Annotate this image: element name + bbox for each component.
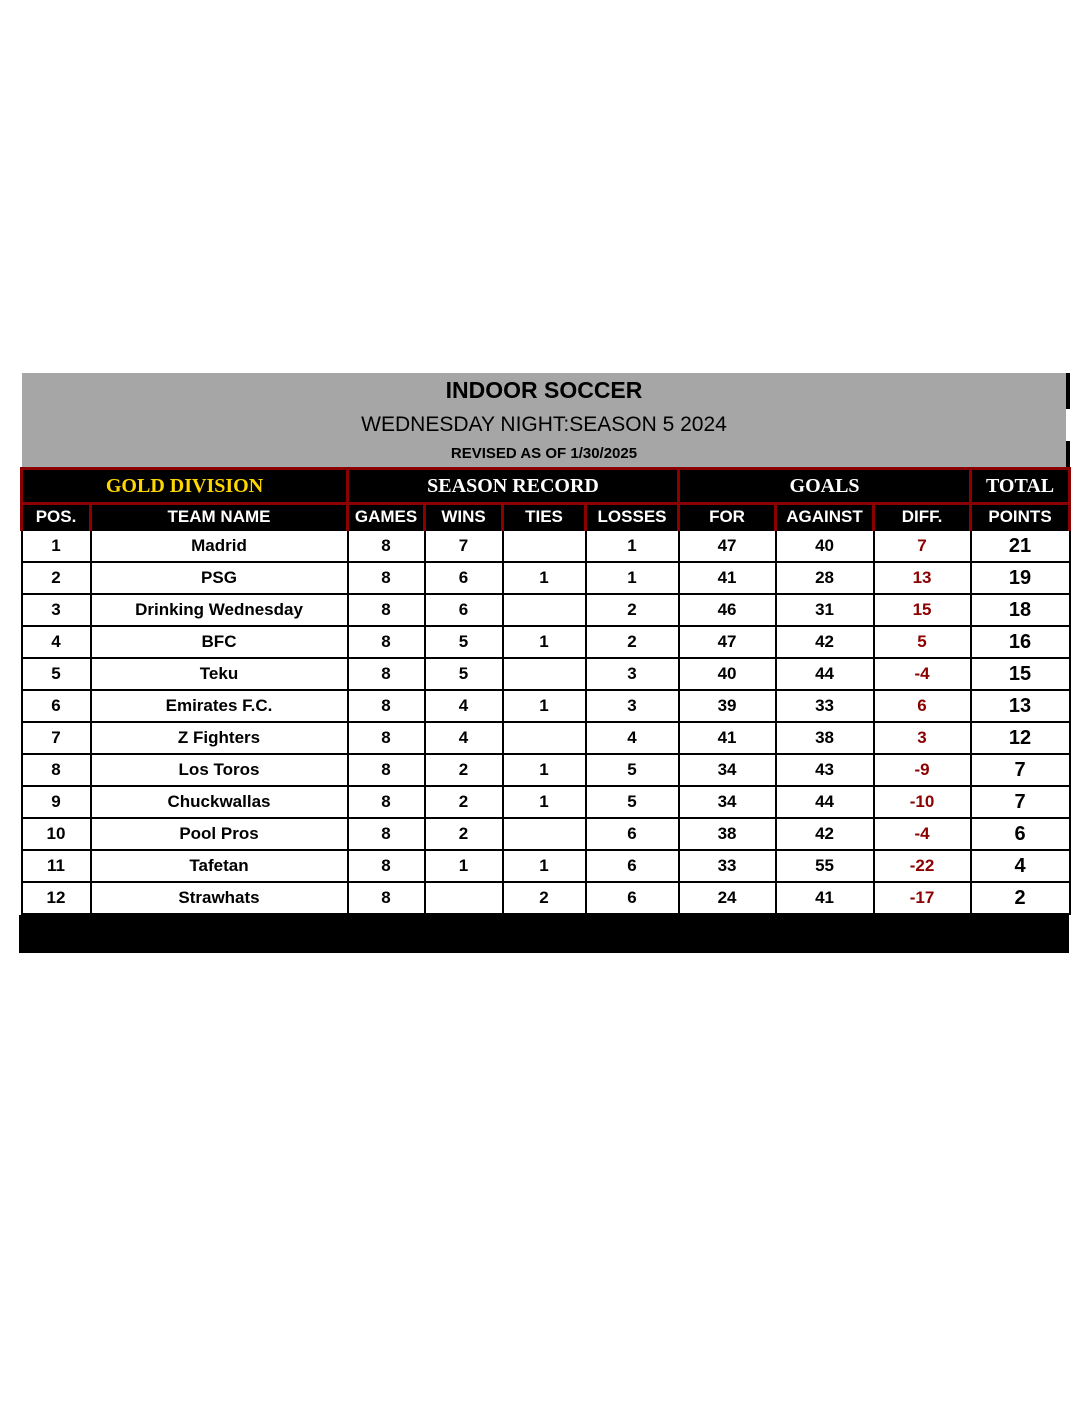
season-record-header: SEASON RECORD [348, 469, 679, 504]
cell-pos: 9 [22, 786, 91, 818]
cell-games: 8 [348, 754, 425, 786]
cell-diff: -10 [874, 786, 971, 818]
cell-wins: 6 [425, 562, 503, 594]
cell-games: 8 [348, 786, 425, 818]
cell-pos: 11 [22, 850, 91, 882]
cell-losses: 3 [586, 658, 679, 690]
cell-for: 24 [679, 882, 776, 914]
col-points: POINTS [971, 504, 1070, 531]
cell-team: PSG [91, 562, 348, 594]
cell-losses: 5 [586, 754, 679, 786]
col-diff: DIFF. [874, 504, 971, 531]
cell-against: 31 [776, 594, 874, 626]
cell-games: 8 [348, 850, 425, 882]
cell-ties: 1 [503, 626, 586, 658]
cell-pos: 12 [22, 882, 91, 914]
cell-losses: 6 [586, 818, 679, 850]
group-header-row [22, 469, 1070, 504]
col-team: TEAM NAME [91, 504, 348, 531]
cell-points: 16 [971, 626, 1070, 658]
cell-wins: 2 [425, 818, 503, 850]
cell-ties: 2 [503, 882, 586, 914]
cell-games: 8 [348, 818, 425, 850]
banner-edge-bottom [1066, 441, 1070, 467]
cell-losses: 6 [586, 882, 679, 914]
cell-against: 44 [776, 786, 874, 818]
col-games: GAMES [348, 504, 425, 531]
cell-diff: 6 [874, 690, 971, 722]
cell-points: 7 [971, 754, 1070, 786]
cell-diff: -9 [874, 754, 971, 786]
table-row [22, 658, 1070, 690]
cell-wins: 5 [425, 658, 503, 690]
cell-for: 38 [679, 818, 776, 850]
standings-table [20, 467, 1071, 915]
cell-pos: 10 [22, 818, 91, 850]
cell-against: 41 [776, 882, 874, 914]
cell-for: 47 [679, 626, 776, 658]
table-row [22, 722, 1070, 754]
col-against: AGAINST [776, 504, 874, 531]
footer-bar [19, 915, 1069, 953]
cell-team: Z Fighters [91, 722, 348, 754]
cell-wins: 2 [425, 786, 503, 818]
banner-edge-top [1066, 373, 1070, 409]
cell-pos: 2 [22, 562, 91, 594]
cell-wins: 7 [425, 530, 503, 562]
cell-points: 6 [971, 818, 1070, 850]
cell-points: 12 [971, 722, 1070, 754]
goals-header: GOALS [679, 469, 971, 504]
cell-ties [503, 658, 586, 690]
cell-losses: 6 [586, 850, 679, 882]
cell-ties: 1 [503, 562, 586, 594]
cell-points: 19 [971, 562, 1070, 594]
cell-for: 40 [679, 658, 776, 690]
cell-diff: -22 [874, 850, 971, 882]
cell-team: Strawhats [91, 882, 348, 914]
cell-wins: 2 [425, 754, 503, 786]
cell-wins: 5 [425, 626, 503, 658]
revised-date: REVISED AS OF 1/30/2025 [450, 445, 638, 462]
cell-team: Pool Pros [91, 818, 348, 850]
table-row [22, 882, 1070, 914]
cell-against: 43 [776, 754, 874, 786]
cell-against: 55 [776, 850, 874, 882]
page-subtitle: WEDNESDAY NIGHT:SEASON 5 2024 [361, 413, 727, 436]
col-losses: LOSSES [586, 504, 679, 531]
cell-ties: 1 [503, 754, 586, 786]
cell-losses: 2 [586, 626, 679, 658]
table-row [22, 850, 1070, 882]
cell-games: 8 [348, 722, 425, 754]
cell-losses: 2 [586, 594, 679, 626]
cell-games: 8 [348, 658, 425, 690]
cell-pos: 1 [22, 530, 91, 562]
cell-diff: 3 [874, 722, 971, 754]
col-for: FOR [679, 504, 776, 531]
col-wins: WINS [425, 504, 503, 531]
cell-for: 47 [679, 530, 776, 562]
cell-losses: 4 [586, 722, 679, 754]
cell-against: 38 [776, 722, 874, 754]
cell-against: 33 [776, 690, 874, 722]
cell-ties [503, 722, 586, 754]
cell-for: 34 [679, 786, 776, 818]
col-ties: TIES [503, 504, 586, 531]
cell-ties [503, 818, 586, 850]
division-header: GOLD DIVISION [22, 469, 348, 504]
cell-for: 41 [679, 722, 776, 754]
cell-diff: 13 [874, 562, 971, 594]
cell-against: 44 [776, 658, 874, 690]
cell-ties: 1 [503, 850, 586, 882]
table-row [22, 690, 1070, 722]
cell-for: 34 [679, 754, 776, 786]
cell-against: 40 [776, 530, 874, 562]
cell-diff: 7 [874, 530, 971, 562]
cell-pos: 5 [22, 658, 91, 690]
standings-sheet [20, 373, 1068, 953]
cell-pos: 6 [22, 690, 91, 722]
cell-wins: 4 [425, 722, 503, 754]
cell-losses: 3 [586, 690, 679, 722]
cell-for: 46 [679, 594, 776, 626]
table-row [22, 754, 1070, 786]
cell-diff: 5 [874, 626, 971, 658]
cell-diff: -17 [874, 882, 971, 914]
cell-against: 42 [776, 626, 874, 658]
cell-team: Emirates F.C. [91, 690, 348, 722]
standings-body [22, 530, 1070, 914]
cell-for: 41 [679, 562, 776, 594]
cell-wins: 6 [425, 594, 503, 626]
table-row [22, 562, 1070, 594]
cell-diff: 15 [874, 594, 971, 626]
cell-team: Teku [91, 658, 348, 690]
cell-pos: 8 [22, 754, 91, 786]
cell-for: 39 [679, 690, 776, 722]
cell-team: Madrid [91, 530, 348, 562]
cell-ties: 1 [503, 786, 586, 818]
cell-team: Tafetan [91, 850, 348, 882]
cell-points: 2 [971, 882, 1070, 914]
cell-losses: 1 [586, 530, 679, 562]
cell-pos: 7 [22, 722, 91, 754]
cell-diff: -4 [874, 658, 971, 690]
cell-team: Chuckwallas [91, 786, 348, 818]
table-row [22, 530, 1070, 562]
cell-against: 28 [776, 562, 874, 594]
cell-points: 21 [971, 530, 1070, 562]
table-row [22, 818, 1070, 850]
cell-ties [503, 594, 586, 626]
cell-for: 33 [679, 850, 776, 882]
column-header-row [22, 504, 1070, 531]
cell-points: 7 [971, 786, 1070, 818]
cell-points: 18 [971, 594, 1070, 626]
title-banner [22, 373, 1066, 467]
cell-points: 13 [971, 690, 1070, 722]
cell-team: BFC [91, 626, 348, 658]
cell-team: Drinking Wednesday [91, 594, 348, 626]
cell-games: 8 [348, 882, 425, 914]
table-row [22, 786, 1070, 818]
cell-ties [503, 530, 586, 562]
cell-team: Los Toros [91, 754, 348, 786]
cell-losses: 5 [586, 786, 679, 818]
cell-against: 42 [776, 818, 874, 850]
cell-games: 8 [348, 626, 425, 658]
cell-pos: 4 [22, 626, 91, 658]
total-header: TOTAL [971, 469, 1070, 504]
cell-losses: 1 [586, 562, 679, 594]
cell-wins [425, 882, 503, 914]
cell-pos: 3 [22, 594, 91, 626]
cell-diff: -4 [874, 818, 971, 850]
cell-wins: 1 [425, 850, 503, 882]
table-row [22, 626, 1070, 658]
table-row [22, 594, 1070, 626]
cell-points: 4 [971, 850, 1070, 882]
cell-games: 8 [348, 594, 425, 626]
cell-games: 8 [348, 562, 425, 594]
cell-ties: 1 [503, 690, 586, 722]
cell-points: 15 [971, 658, 1070, 690]
col-pos: POS. [22, 504, 91, 531]
cell-games: 8 [348, 530, 425, 562]
cell-wins: 4 [425, 690, 503, 722]
cell-games: 8 [348, 690, 425, 722]
page-title: INDOOR SOCCER [445, 377, 643, 403]
